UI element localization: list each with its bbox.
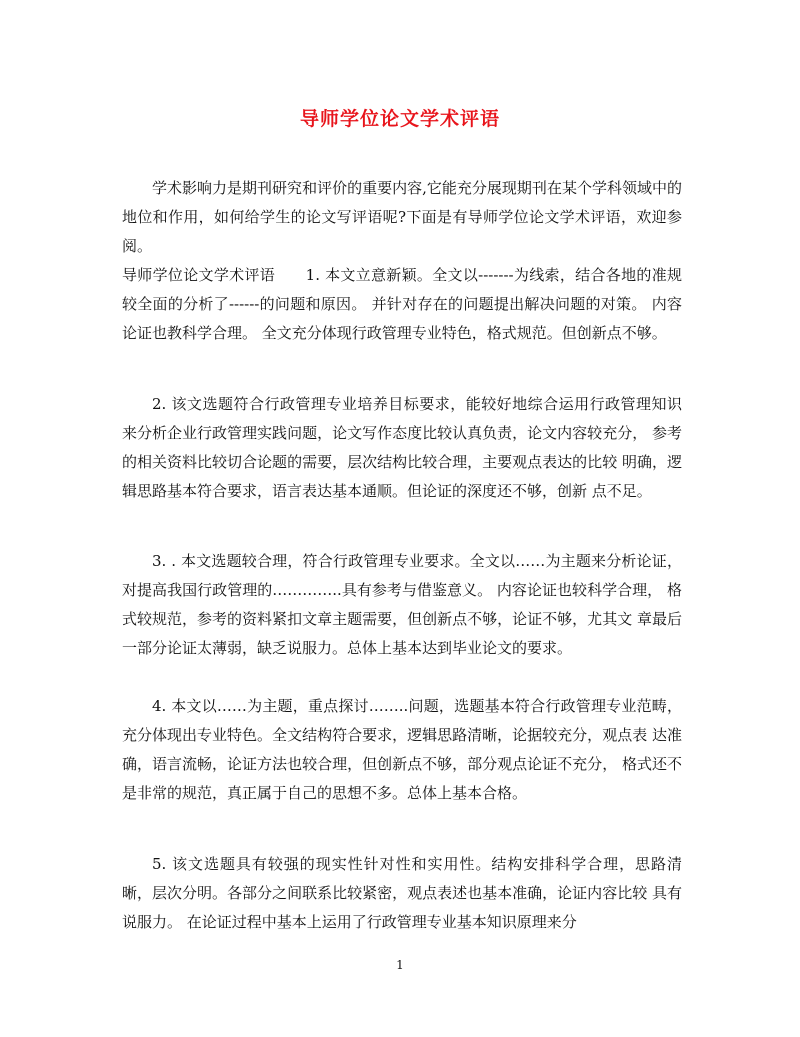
comment-paragraph-1: 导师学位论文学术评语 1. 本文立意新颖。全文以-------为线索，结合各地的准规较全面的分析了------的问题和原因。 并针对存在的问题提出解决问题的对策。 内容论证也教科学合理。 全文充分体现行政管理专业特色，格式规范。但创新点不够。	[122, 266, 682, 342]
intro-paragraph: 学术影响力是期刊研究和评价的重要内容,它能充分展现期刊在某个学科领域中的地位和作用，如何给学生的论文写评语呢?下面是有导师学位论文学术评语，欢迎参阅。	[122, 179, 682, 255]
page-number: 1	[396, 958, 404, 972]
comment-paragraph-3: 3. . 本文选题较合理，符合行政管理专业要求。全文以……为主题来分析论证， 对提高我国行政管理的…………..具有参考与借鉴意义。 内容论证也较科学合理， 格式较规范，参考的资料紧扣文章主题需要，但创新点不够，论证不够，尤其文 章最后一部分论证太薄弱，缺乏说服力。总体上基本达到毕业论文的要求。	[122, 552, 682, 657]
document-title: 导师学位论文学术评语	[299, 108, 500, 130]
comment-paragraph-4: 4. 本文以……为主题，重点探讨……..问题，选题基本符合行政管理专业范畴， 充分体现出专业特色。全文结构符合要求，逻辑思路清晰，论据较充分，观点表 达准确，语言流畅，论证方法也较合理，但创新点不够，部分观点论证不充分， 格式还不是非常的规范，真正属于自己的思想不多。总体上基本合格。	[122, 697, 682, 802]
comment-paragraph-5: 5. 该文选题具有较强的现实性针对性和实用性。结构安排科学合理，思路清 晰，层次分明。各部分之间联系比较紧密，观点表述也基本准确，论证内容比较 具有说服力。 在论证过程中基本上运用了行政管理专业基本知识原理来分	[122, 855, 682, 931]
comment-paragraph-2: 2. 该文选题符合行政管理专业培养目标要求，能较好地综合运用行政管理知识 来分析企业行政管理实践问题，论文写作态度比较认真负责，论文内容较充分， 参考的相关资料比较切合论题的需要，层次结构比较合理，主要观点表达的比较 明确，逻辑思路基本符合要求，语言表达基本通顺。但论证的深度还不够，创新 点不足。	[122, 395, 682, 500]
